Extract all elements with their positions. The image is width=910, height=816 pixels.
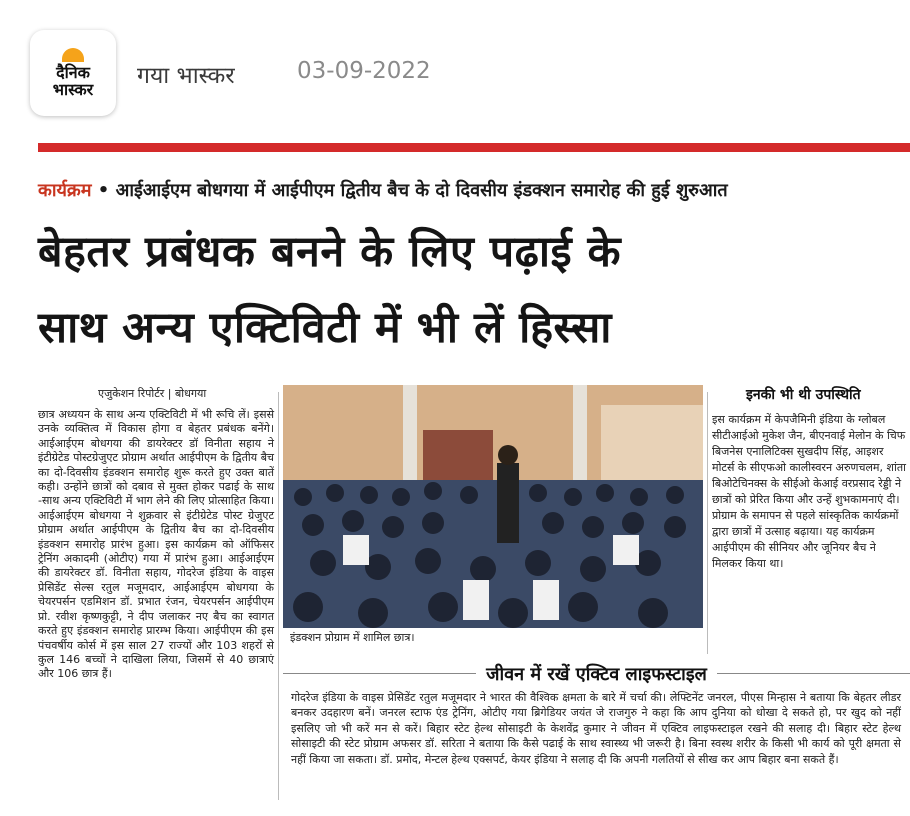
auditorium-photo-illustration: [283, 385, 703, 628]
sidebar-divider: [707, 392, 708, 654]
subheading: जीवन में रखें एक्टिव लाइफस्टाइल: [476, 664, 717, 685]
newspaper-logo: [30, 30, 116, 116]
header-divider: [38, 143, 910, 152]
subheading-block: [283, 660, 910, 688]
article-body-left: छात्र अध्ययन के साथ अन्य एक्टिविटी में भी रूचि लें। इससे उनके व्यक्तित्व में विकास होगा व बेहतर प्रबंधक बनेंगे। आईआईएम बोधगया की डायरेक्टर डॉ विनीता सहाय ने इंटीग्रेटेड पोस्टग्रेजुएट प्रोग्राम अर्थात आईपीएम के द्वितीय बैच का दो-दिवसीय इंडक्शन समारोह शुरू करते हुए उक्त बातें कही। उन्होंने छात्रों को दबाव से मुक्त होकर पढाई के साथ -साथ अन्य एक्टिविटी में भाग लेने की लिए प्रोत्साहित किया। आईआईएम बोधगया ने शुक्रवार से इंटीग्रेटेड पोस्ट ग्रेजुएट प्रोग्राम अर्थात आईपीएम के द्वितीय बैच का दो-दिवसीय इंडक्शन समारोह प्रारंभ हुआ। इस कार्यक्रम को ऑफिसर ट्रेनिंग अकादमी (ओटीए) गया में प्रारंभ हुआ। आईआईएम की डायरेक्टर डॉ. विनीता सहाय, गोदरेज इंडिया के वाइस प्रेसिडेंट सेल्स रतुल मजूमदार, आईआईएम बोधगया के चेयरपर्सन एडमिशन डॉ. प्रभात रंजन, चेयरपर्सन आईपीएम प्रो. रवीश कृष्णकुट्टी, ने दीप जलाकर नए बैच का स्वागत करते हुए इंडक्शन समारोह प्रारम्भ किया। आईपीएम की इस पंचवर्षीय कोर्स में इस साल 27 राज्यों और 103 शहरों से कुल 146 बच्चों ने दाखिला लिया, जिसमें से 40 छात्राएं और 106 छात्र हैं।: [38, 408, 274, 681]
sun-icon: [62, 48, 84, 62]
article-headline: [38, 214, 910, 366]
kicker-text: • आईआईएम बोधगया में आईपीएम द्वितीय बैच के दो दिवसीय इंडक्शन समारोह की हुई शुरुआत: [97, 180, 728, 201]
article-body-bottom: गोदरेज इंडिया के वाइस प्रेसिडेंट रतुल मजूमदार ने भारत की वैश्विक क्षमता के बारे में चर्चा की। लेफ्टिनेंट जनरल, पीएस मिन्हास ने बताया कि बेहतर लीडर बनकर उदहारण बनें। जनरल स्टाफ एंड ट्रेनिंग, ओटीए गया ब्रिगेडियर जयंत जे राजगुरु ने कहा कि आप दुनिया को धोखा दे सकते हो, पर खुद को नहीं इसलिए जो भी करें मन से करें। बिहार स्टेट हेल्थ सोसाइटी के केशवेंद्र कुमार ने जीवन में एक्टिव लाइफस्टाइल रखने की सलाह दी। बिहार स्टेट हेल्थ सोसाइटी की स्टेट प्रोग्राम अफसर डॉ. सरिता ने बताया कि कैसे पढाई के साथ स्वास्थ्य भी जरूरी है। बिना स्वस्थ शरीर के किसी भी कार्य को पूरी क्षमता से नहीं किया जा सकता। डॉ. प्रमोद, मेन्टल हेल्थ एक्सपर्ट, केयर इंडिया ने सलाह दी कि अपनी गलतियों से सीख कर आप बिहार बना सकते हैं।: [291, 691, 901, 766]
sidebar-body: इस कार्यक्रम में केपजैमिनी इंडिया के ग्लोबल सीटीआईओ मुकेश जैन, बीएनवाई मेलोन के चिफ बिजनेस एनालिटिक्स सुखदीप सिंह, आइशर मोटर्स के सीएफओ कालीस्वरन अरुणचलम, शांता बिओटेचिनक्स के सीईओ केआई वरप्रसाद रेड्डी ने छात्रों को प्रेरित किया और उन्हें शुभकामनाएं दी। प्रोग्राम के समापन से पहले सांस्कृतिक कार्यक्रमों द्वारा छात्रों में उत्साह बढ़ाया। यह कार्यक्रम आईपीएम की सीनियर और जूनियर बैच ने मिलकर किया था।: [712, 413, 906, 570]
logo-text-line2: भास्कर: [52, 80, 94, 99]
photo-caption: इंडक्शन प्रोग्राम में शामिल छात्र।: [290, 631, 415, 644]
edition-name: गया भास्कर: [137, 63, 235, 89]
headline-line-1: बेहतर प्रबंधक बनने के लिए पढ़ाई के: [38, 227, 622, 277]
sidebar-heading: इनकी भी थी उपस्थिति: [746, 387, 861, 403]
article-kicker: [38, 178, 910, 202]
category-label: कार्यक्रम: [38, 180, 92, 201]
publication-date: 03-09-2022: [297, 58, 431, 84]
headline-line-2: साथ अन्य एक्टिविटी में भी लें हिस्सा: [38, 303, 612, 353]
logo-text-line1: दैनिक: [56, 63, 90, 82]
event-photo: [283, 385, 703, 628]
column-divider: [278, 392, 279, 800]
byline: एजुकेशन रिपोर्टर | बोधगया: [98, 387, 207, 400]
